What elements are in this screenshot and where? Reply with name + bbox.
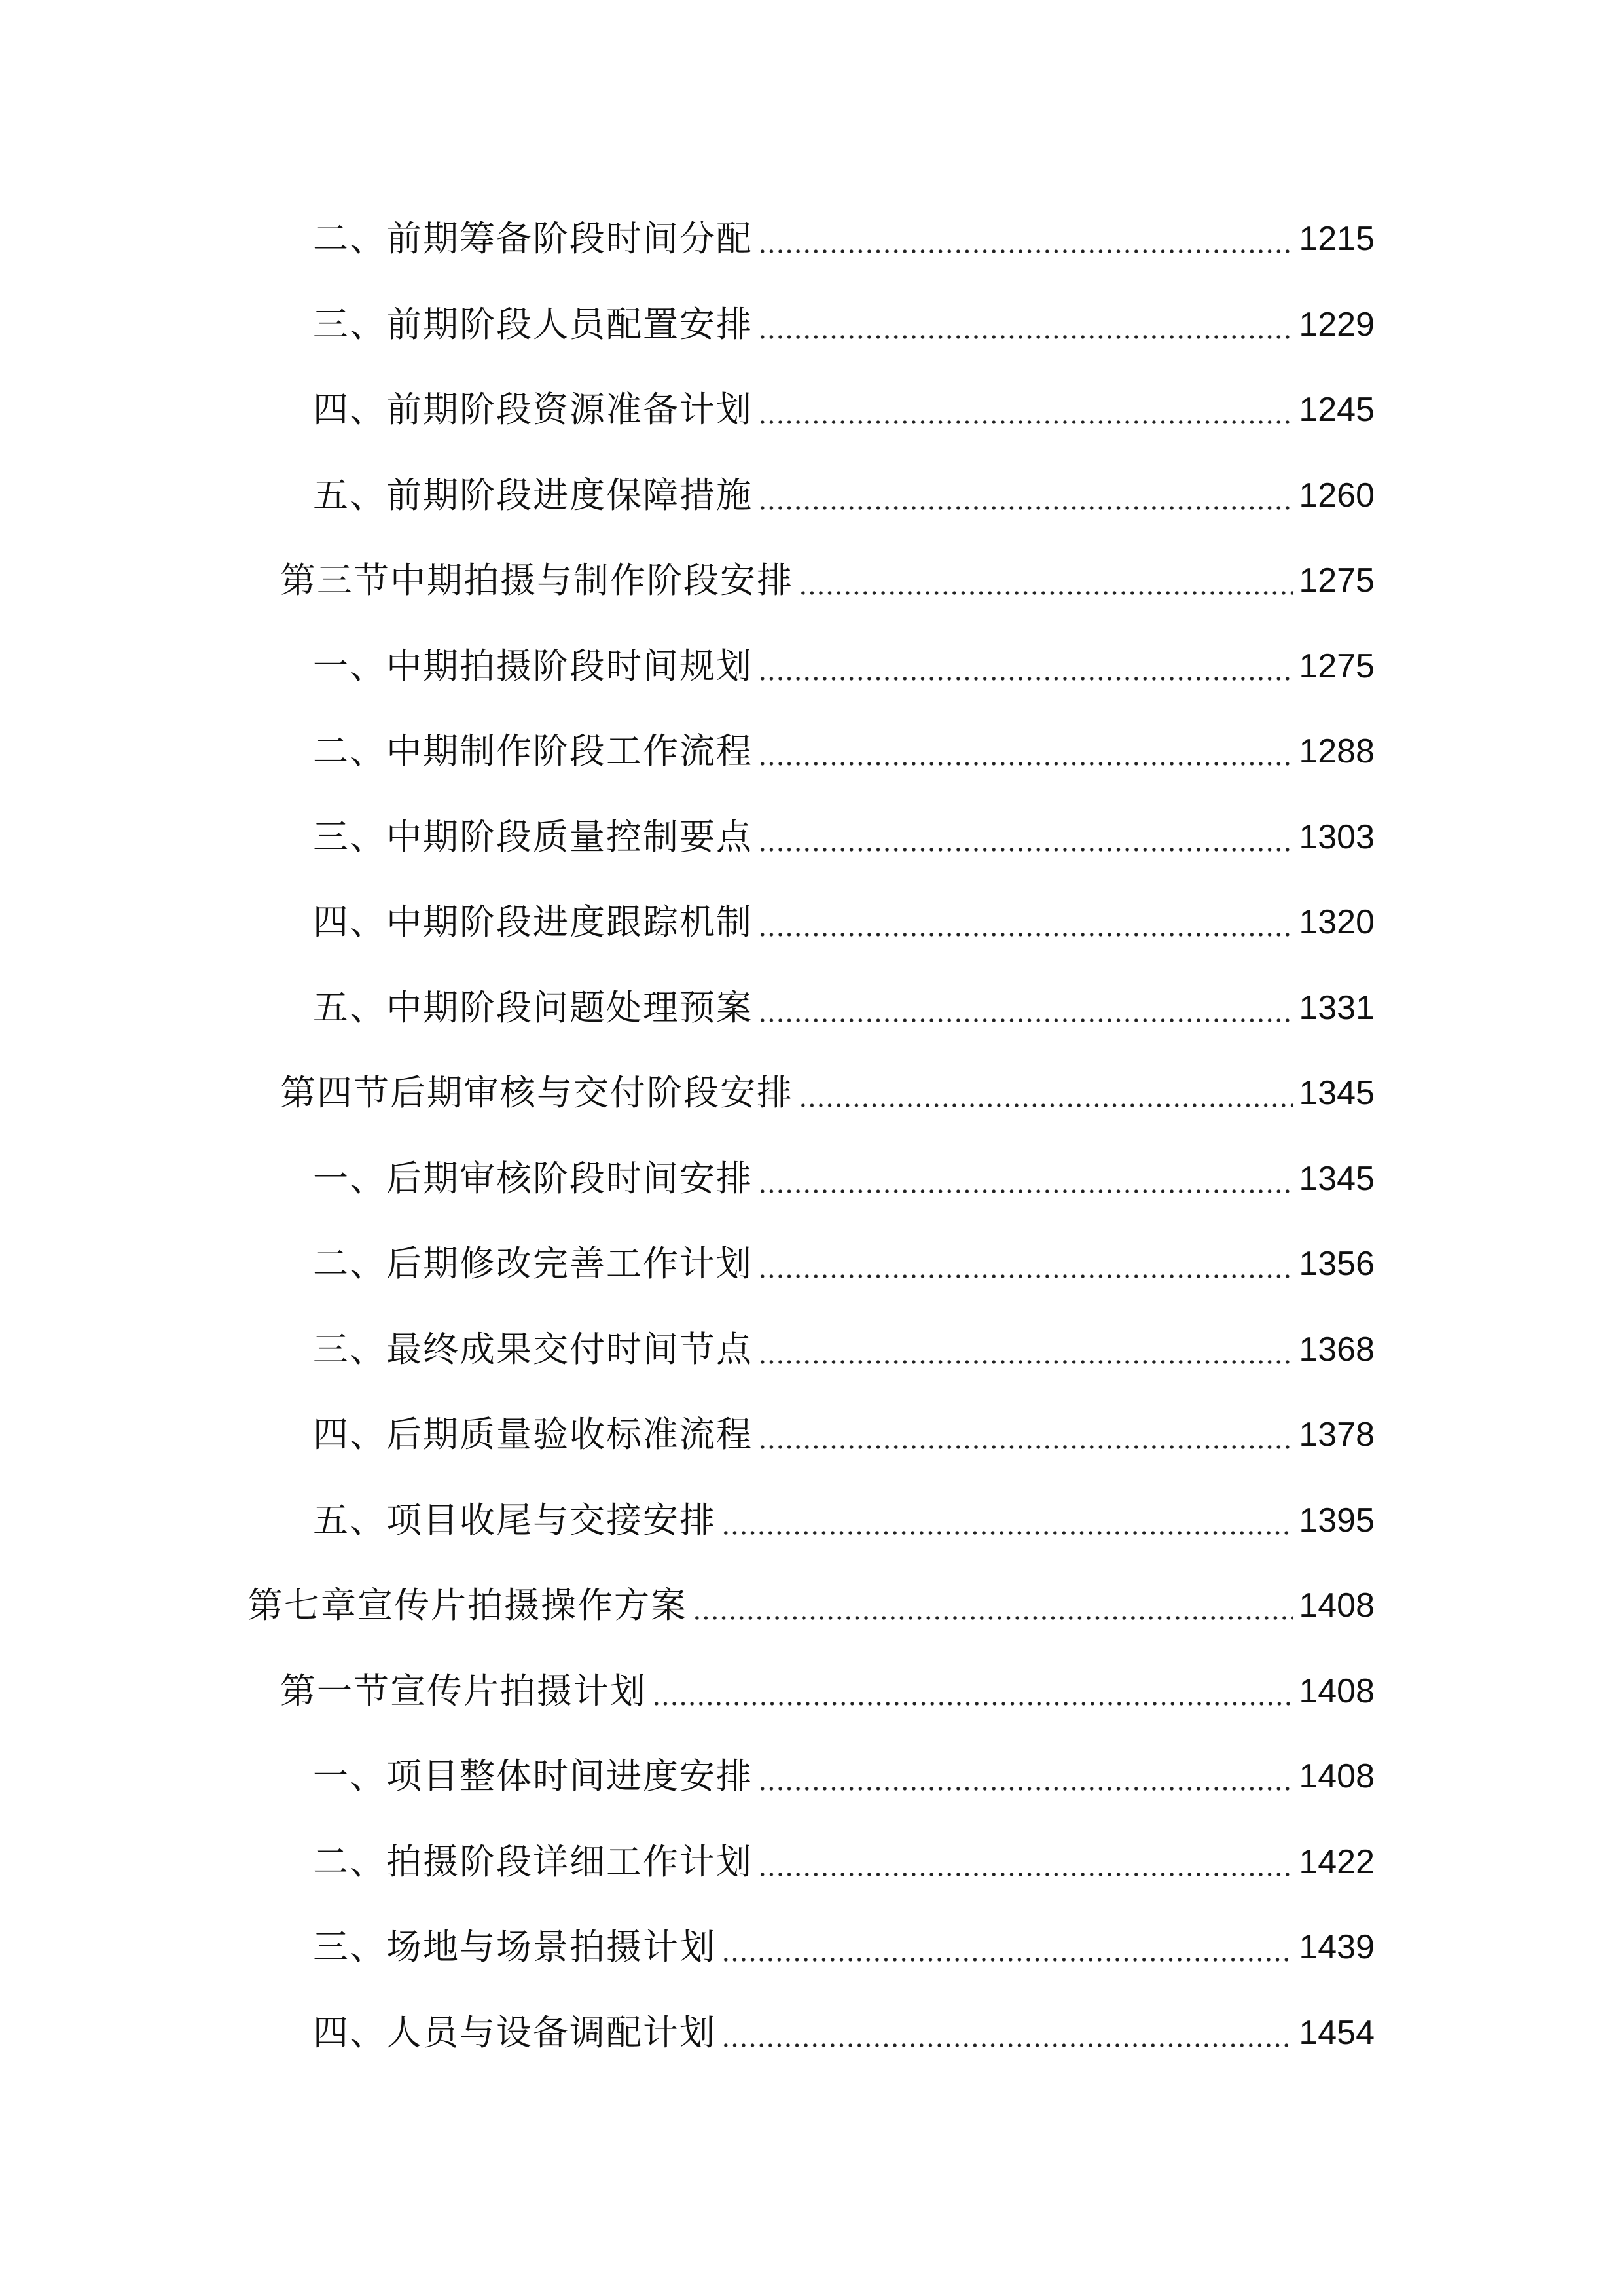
toc-entry-title: 三、前期阶段人员配置安排 <box>313 303 753 345</box>
toc-entry[interactable] <box>280 548 1375 613</box>
toc-entry-title: 一、项目整体时间进度安排 <box>313 1755 753 1797</box>
toc-entry-title: 五、中期阶段问题处理预案 <box>313 986 753 1028</box>
toc-entry[interactable] <box>313 1402 1375 1467</box>
dot-leader <box>758 249 1293 253</box>
toc-entry-title: 二、前期筹备阶段时间分配 <box>313 218 753 259</box>
dot-leader <box>799 591 1293 595</box>
toc-entry-title: 第四节后期审核与交付阶段安排 <box>280 1072 793 1113</box>
toc-entry-page-number: 1422 <box>1299 1842 1375 1881</box>
dot-leader <box>721 1531 1293 1535</box>
toc-entry[interactable] <box>313 889 1375 955</box>
toc-entry-page-number: 1320 <box>1299 903 1375 941</box>
toc-entry-page-number: 1368 <box>1299 1330 1375 1369</box>
toc-entry-title: 第一节宣传片拍摄计划 <box>280 1670 647 1712</box>
toc-entry-page-number: 1395 <box>1299 1501 1375 1539</box>
dot-leader <box>758 848 1293 852</box>
toc-entry-title: 二、中期制作阶段工作流程 <box>313 730 753 772</box>
toc-entry-page-number: 1345 <box>1299 1159 1375 1198</box>
toc-entry[interactable] <box>313 1914 1375 1980</box>
toc-entry[interactable] <box>247 1573 1375 1638</box>
toc-entry[interactable] <box>313 292 1375 357</box>
toc-entry-title: 四、前期阶段资源准备计划 <box>313 389 753 430</box>
toc-entry-title: 一、中期拍摄阶段时间规划 <box>313 645 753 687</box>
toc-entry-title: 五、项目收尾与交接安排 <box>313 1499 716 1541</box>
toc-entry-page-number: 1245 <box>1299 391 1375 429</box>
toc-entry[interactable] <box>313 377 1375 442</box>
dot-leader <box>721 2043 1293 2047</box>
toc-entry[interactable] <box>280 1060 1375 1126</box>
toc-entry-page-number: 1408 <box>1299 1587 1375 1624</box>
toc-entry-page-number: 1275 <box>1299 562 1375 600</box>
toc-entry-page-number: 1408 <box>1299 1757 1375 1795</box>
toc-entry-page-number: 1260 <box>1299 476 1375 514</box>
toc-entry-title: 二、拍摄阶段详细工作计划 <box>313 1840 753 1882</box>
toc-entry[interactable] <box>313 804 1375 870</box>
dot-leader <box>758 677 1293 681</box>
toc-entry-title: 一、后期审核阶段时间安排 <box>313 1157 753 1199</box>
toc-entry[interactable] <box>313 1829 1375 1895</box>
dot-leader <box>652 1702 1293 1706</box>
toc-entry-title: 第七章宣传片拍摄操作方案 <box>247 1585 687 1626</box>
dot-leader <box>758 420 1293 424</box>
toc-entry[interactable] <box>313 2000 1375 2066</box>
toc-entry-title: 四、人员与设备调配计划 <box>313 2011 716 2053</box>
toc-entry[interactable] <box>313 719 1375 784</box>
toc-entry[interactable] <box>313 206 1375 272</box>
toc-entry-title: 四、后期质量验收标准流程 <box>313 1414 753 1455</box>
toc-entry[interactable] <box>313 1146 1375 1211</box>
toc-entry-page-number: 1378 <box>1299 1416 1375 1454</box>
toc-entry-page-number: 1288 <box>1299 732 1375 770</box>
toc-entry[interactable] <box>313 975 1375 1041</box>
toc-entry-page-number: 1229 <box>1299 305 1375 344</box>
toc-entry-title: 第三节中期拍摄与制作阶段安排 <box>280 560 793 601</box>
dot-leader <box>721 1958 1293 1962</box>
toc-entry[interactable] <box>313 1488 1375 1553</box>
toc-entry[interactable] <box>313 463 1375 528</box>
toc-entry-page-number: 1275 <box>1299 647 1375 685</box>
dot-leader <box>758 1787 1293 1791</box>
dot-leader <box>758 1274 1293 1278</box>
toc-entry[interactable] <box>280 1659 1375 1724</box>
toc-entry-title: 三、最终成果交付时间节点 <box>313 1328 753 1370</box>
dot-leader <box>758 1189 1293 1193</box>
toc-entry-page-number: 1356 <box>1299 1245 1375 1283</box>
toc-entry-title: 三、场地与场景拍摄计划 <box>313 1926 716 1967</box>
dot-leader <box>758 1445 1293 1449</box>
toc-entry[interactable] <box>313 634 1375 699</box>
toc-entry-title: 二、后期修改完善工作计划 <box>313 1243 753 1284</box>
toc-entry-page-number: 1439 <box>1299 1928 1375 1966</box>
toc-entry-page-number: 1454 <box>1299 2013 1375 2052</box>
toc-entry-page-number: 1303 <box>1299 817 1375 856</box>
dot-leader <box>758 1873 1293 1876</box>
toc-entry[interactable] <box>313 1231 1375 1297</box>
toc-entry-title: 三、中期阶段质量控制要点 <box>313 816 753 857</box>
dot-leader <box>758 506 1293 510</box>
dot-leader <box>758 1018 1293 1022</box>
dot-leader <box>693 1616 1293 1620</box>
dot-leader <box>758 933 1293 937</box>
toc-entry-title: 五、前期阶段进度保障措施 <box>313 474 753 516</box>
dot-leader <box>758 335 1293 339</box>
toc-entry-page-number: 1345 <box>1299 1074 1375 1112</box>
dot-leader <box>799 1103 1293 1107</box>
dot-leader <box>758 1360 1293 1364</box>
toc-entry-page-number: 1331 <box>1299 988 1375 1027</box>
dot-leader <box>758 762 1293 766</box>
toc-entry-page-number: 1215 <box>1299 220 1375 258</box>
toc-entry[interactable] <box>313 1744 1375 1809</box>
toc-entry-page-number: 1408 <box>1299 1672 1375 1710</box>
toc-entry-title: 四、中期阶段进度跟踪机制 <box>313 901 753 942</box>
toc-entry[interactable] <box>313 1317 1375 1382</box>
